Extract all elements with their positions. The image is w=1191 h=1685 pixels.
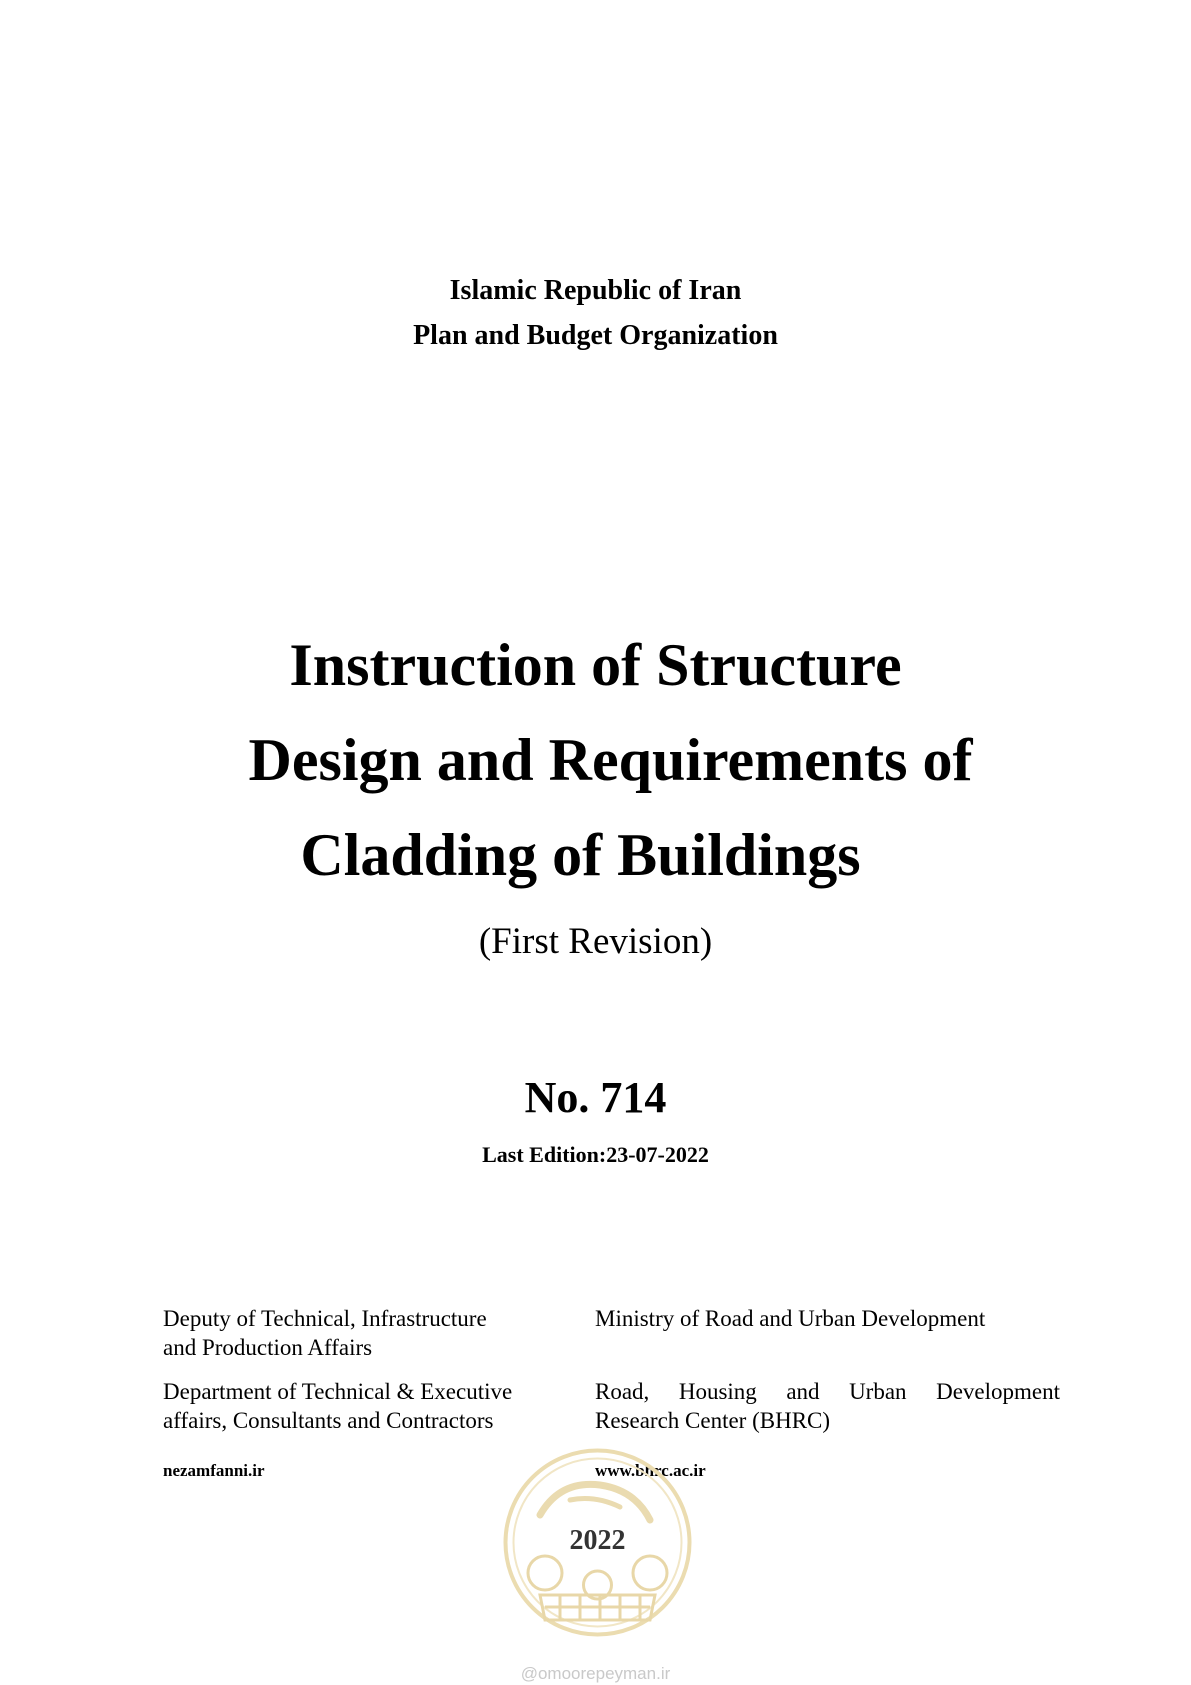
research-center-line-1: Road, Housing and Urban Development (595, 1379, 1060, 1404)
research-center-line-2: Research Center (BHRC) (595, 1408, 831, 1433)
title-line-1: Instruction of Structure (289, 632, 902, 698)
ministry-block (595, 1304, 1060, 1333)
seal-stamp (500, 1445, 695, 1640)
department-block (163, 1377, 563, 1435)
seal-year: 2022 (569, 1525, 626, 1556)
title-line-2: Design and Requirements of (248, 727, 973, 793)
department-line-1: Department of Technical & Executive (163, 1379, 513, 1404)
research-center-block (595, 1377, 1060, 1435)
deputy-line-2: and Production Affairs (163, 1335, 373, 1360)
document-title (0, 618, 1191, 903)
organization-name: Plan and Budget Organization (413, 320, 778, 351)
right-website-link[interactable]: www.bhrc.ac.ir (595, 1461, 706, 1480)
organization-header (0, 268, 1191, 358)
department-line-2: affairs, Consultants and Contractors (163, 1408, 494, 1433)
deputy-line-1: Deputy of Technical, Infrastructure (163, 1306, 487, 1331)
revision-label: (First Revision) (478, 921, 713, 962)
title-line-3: Cladding of Buildings (300, 822, 861, 888)
ministry-name: Ministry of Road and Urban Development (595, 1306, 986, 1331)
left-website-link[interactable]: nezamfanni.ir (163, 1461, 265, 1480)
deputy-block (163, 1304, 563, 1362)
country-name: Islamic Republic of Iran (449, 275, 742, 306)
document-number: No. 714 (524, 1073, 667, 1122)
last-edition: Last Edition:23-07-2022 (482, 1142, 709, 1167)
watermark-text: @omoorepeyman.ir (520, 1664, 671, 1683)
